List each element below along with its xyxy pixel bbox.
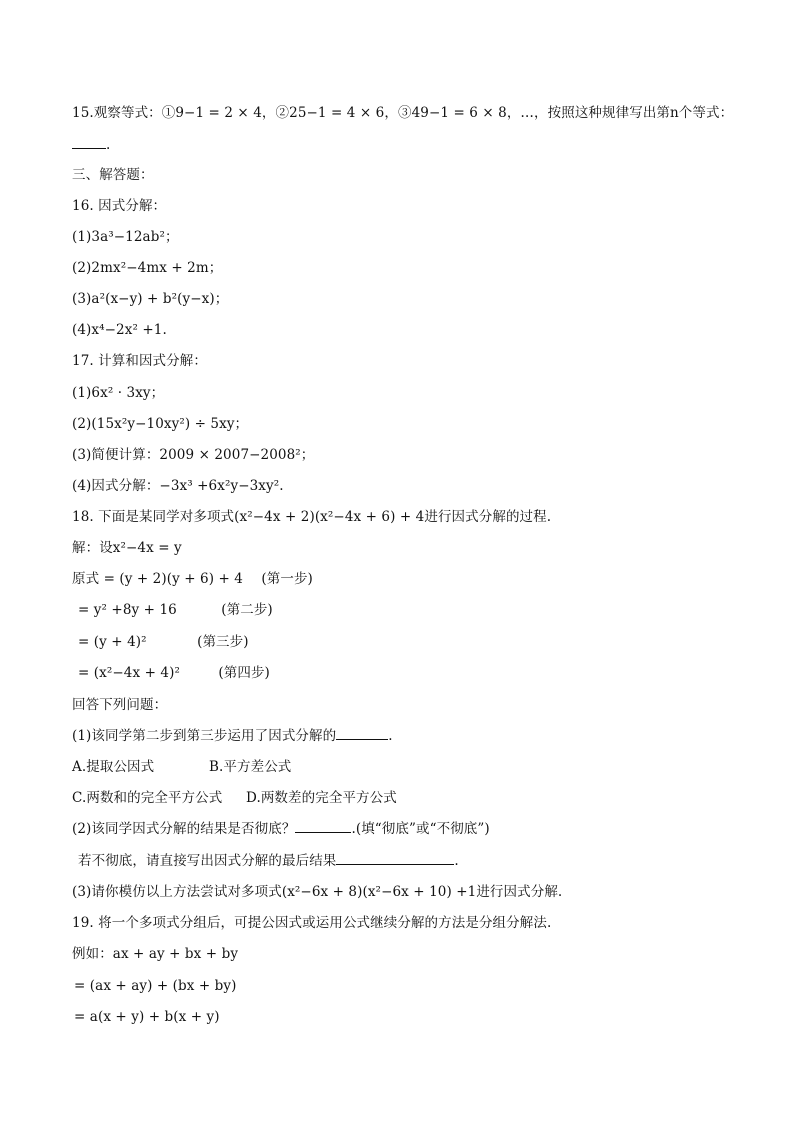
question-15 (72, 104, 733, 122)
q16-item-1: (1)3a³−12ab²； (72, 229, 179, 245)
q18-sub-3: (3)请你模仿以上方法尝试对多项式(x²−6x + 8)(x²−6x + 10) +1进行因式分解. (72, 884, 563, 900)
answer-blank (295, 820, 351, 833)
step-expression: = y² +8y + 16 (78, 602, 177, 618)
step-note: (第二步) (221, 602, 273, 618)
q18-sub-1 (72, 727, 393, 745)
sub2b-end: . (454, 853, 459, 869)
section-heading: 三、解答题： (72, 167, 154, 183)
sub2b-text: 若不彻底，请直接写出因式分解的最后结果 (78, 853, 337, 869)
q16-item-4: (4)x⁴−2x² +1. (72, 322, 167, 338)
q19-line-3: = a(x + y) + b(x + y) (74, 1009, 220, 1025)
q18-options-row-2 (72, 789, 397, 807)
q15-text: 15.观察等式：①9−1 = 2 × 4，②25−1 = 4 × 6，③49−1 = 6 × 8，…，按照这种规律写出第n个等式： (72, 105, 734, 121)
option-b: B.平方差公式 (209, 759, 292, 775)
sub1-end: . (388, 728, 393, 744)
sub2-text: (2)该同学因式分解的结果是否彻底？ (72, 821, 296, 837)
q18-sub-2b (78, 852, 459, 870)
option-c: C.两数和的完全平方公式 (72, 790, 223, 806)
q17-item-1: (1)6x² · 3xy； (72, 385, 165, 401)
q19-example: 例如：ax + ay + bx + by (72, 946, 239, 962)
sub2-end: .(填“彻底”或“不彻底”) (351, 821, 490, 837)
answer-blank (72, 136, 106, 149)
q15-answer-line (72, 136, 110, 154)
q18-title: 18. 下面是某同学对多项式(x²−4x + 2)(x²−4x + 6) + 4进行因式分解的过程. (72, 509, 552, 525)
option-a: A.提取公因式 (72, 759, 155, 775)
step-expression: = (y + 4)² (78, 634, 147, 650)
sub1-text: (1)该同学第二步到第三步运用了因式分解的 (72, 728, 337, 744)
step-note: (第一步) (261, 571, 313, 587)
q17-item-2: (2)(15x²y−10xy²) ÷ 5xy； (72, 416, 249, 432)
answer-blank (336, 852, 454, 865)
q16-title: 16. 因式分解： (72, 198, 167, 214)
q18-step-4 (78, 664, 270, 682)
answer-blank (336, 727, 388, 740)
q17-item-3: (3)简便计算：2009 × 2007−2008²； (72, 447, 315, 463)
q18-step-3 (78, 633, 249, 651)
option-d: D.两数差的完全平方公式 (246, 790, 397, 806)
step-note: (第四步) (218, 665, 270, 681)
step-note: (第三步) (197, 634, 249, 650)
q19-title: 19. 将一个多项式分组后，可提公因式或运用公式继续分解的方法是分组分解法. (72, 915, 552, 931)
q19-line-2: = (ax + ay) + (bx + by) (74, 978, 237, 994)
q18-step-2 (78, 601, 273, 619)
q18-options-row-1 (72, 758, 292, 776)
step-expression: = (x²−4x + 4)² (78, 665, 180, 681)
q17-title: 17. 计算和因式分解： (72, 353, 207, 369)
q18-step-1 (72, 570, 313, 588)
q18-answer-intro: 回答下列问题： (72, 697, 168, 713)
q16-item-2: (2)2mx²−4mx + 2m； (72, 260, 223, 276)
q17-item-4: (4)因式分解：−3x³ +6x²y−3xy². (72, 478, 284, 494)
q18-solution: 解：设x²−4x = y (72, 540, 182, 556)
q18-sub-2 (72, 820, 490, 838)
q16-item-3: (3)a²(x−y) + b²(y−x)； (72, 291, 229, 307)
step-expression: 原式 = (y + 2)(y + 6) + 4 (72, 571, 243, 587)
q15-tail: . (106, 137, 111, 153)
